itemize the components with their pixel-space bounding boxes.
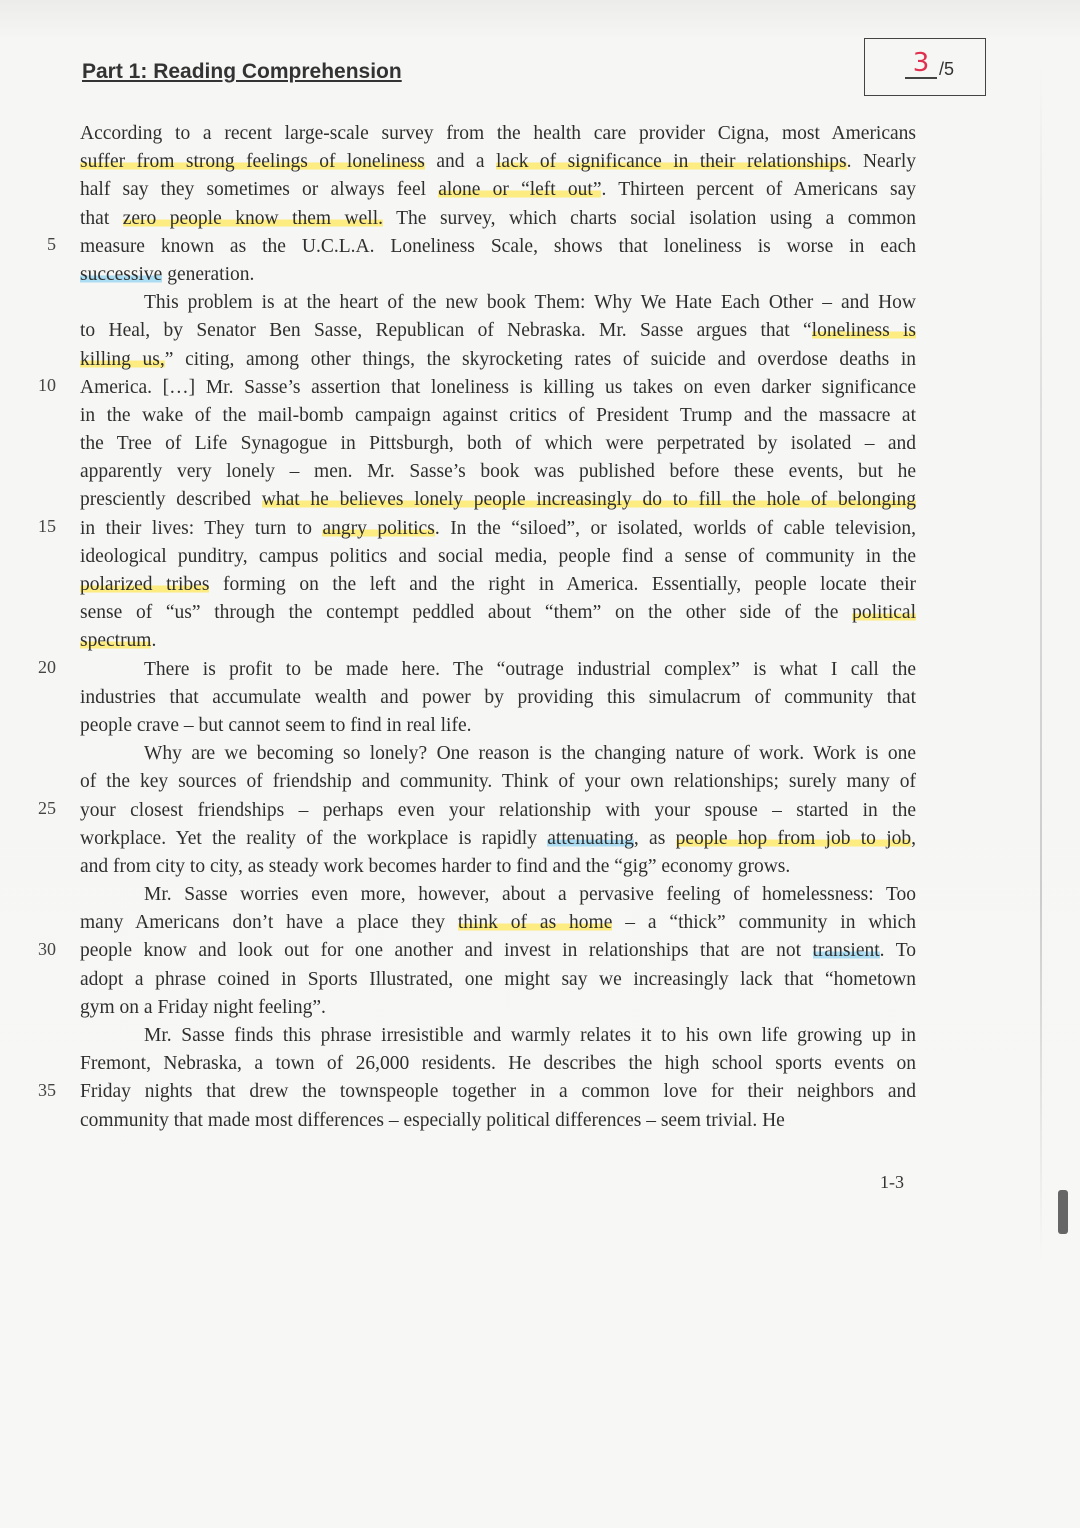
passage-text: . (151, 630, 157, 652)
highlighted-text: zero people know them well. (122, 207, 383, 229)
passage-line (80, 176, 916, 204)
passage-text: , as (633, 827, 676, 849)
vocab-highlight: transient (812, 940, 880, 962)
passage-line (80, 486, 916, 514)
passage-text: According to a recent large-scale survey from the health care provider Cigna, most Americans (80, 123, 916, 144)
passage-line (80, 1107, 916, 1135)
passage-text: presciently described (80, 489, 262, 511)
passage-line (80, 712, 916, 740)
passage-line (80, 261, 916, 289)
passage-line (80, 881, 916, 909)
passage-text: community that made most differences – especially political differences – seem trivial. He (80, 1109, 785, 1131)
passage-text: forming on the left and the right in America. Essentially, people locate their (209, 574, 916, 595)
highlighted-text: angry politics (322, 517, 435, 539)
passage-text: many Americans don’t have a place they (80, 912, 458, 934)
passage-line (80, 966, 916, 994)
page-number: 1-3 (880, 1172, 904, 1192)
passage-text: The survey, which charts social isolation using a common (383, 207, 916, 229)
passage-text: of the key sources of friendship and community. Think of your own relationships; surely many of (80, 771, 916, 793)
reading-passage (80, 120, 916, 1135)
highlighted-text: political (852, 602, 916, 624)
passage-line (80, 120, 916, 148)
passage-text: generation. (162, 263, 255, 285)
passage-line (80, 458, 916, 486)
passage-text: gym on a Friday night feeling”. (80, 996, 326, 1018)
passage-line (80, 402, 916, 430)
passage-text: and a (424, 151, 496, 173)
passage-text: half say they sometimes or always feel (80, 179, 439, 201)
passage-text: Friday nights that drew the townspeople together in a common love for their neighbors and (80, 1081, 916, 1103)
passage-text: Fremont, Nebraska, a town of 26,000 residents. He describes the high school sports events on (80, 1053, 916, 1075)
passage-line (80, 289, 916, 317)
passage-text: This problem is at the heart of the new book Them: Why We Hate Each Other – and How (144, 292, 916, 314)
passage-text: industries that accumulate wealth and power by providing this simulacrum of community that (80, 686, 916, 708)
highlighted-text: alone or “left out” (438, 179, 602, 201)
passage-text: , (911, 827, 916, 849)
passage-line (80, 430, 916, 458)
passage-line (80, 374, 916, 402)
passage-text: . Nearly (846, 151, 916, 173)
vocab-highlight: attenuating (547, 827, 634, 849)
passage-text: . To (879, 940, 916, 962)
passage-line (80, 571, 916, 599)
passage-text: There is profit to be made here. The “outrage industrial complex” is what I call the (144, 658, 916, 680)
passage-text: the Tree of Life Synagogue in Pittsburgh, both of which were perpetrated by isolated – and (80, 433, 916, 455)
highlighted-text: what he believes lonely people increasingly do to fill the hole of belonging (261, 489, 917, 511)
passage-text: in the wake of the mail-bomb campaign against critics of President Trump and the massacre at (80, 404, 916, 426)
passage-line (80, 543, 916, 571)
passage-text: . In the “siloed”, or isolated, worlds of cable television, (434, 517, 916, 539)
passage-text: ideological punditry, campus politics and social media, people find a sense of community in the (80, 545, 916, 567)
passage-line (80, 1050, 916, 1078)
line-number-5: 5 (47, 234, 56, 254)
passage-line (80, 937, 916, 965)
passage-line (80, 233, 916, 261)
line-number-35: 35 (38, 1080, 56, 1100)
line-number-25: 25 (38, 798, 56, 818)
vocab-highlight: successive (80, 263, 163, 285)
highlighted-text: killing us, (80, 348, 165, 370)
passage-line (80, 684, 916, 712)
passage-text: and from city to city, as steady work becomes harder to find and the “gig” economy grows. (80, 855, 791, 877)
scan-edge-shadow (1040, 60, 1042, 1260)
passage-text: that (80, 207, 123, 229)
passage-text: people know and look out for one another and invest in relationships that are not (80, 940, 813, 962)
highlighted-text: suffer from strong feelings of loneliness (80, 151, 425, 173)
passage-line (80, 205, 916, 233)
passage-text: – a “thick” community in which (612, 912, 916, 934)
passage-text: measure known as the U.C.L.A. Loneliness Scale, shows that loneliness is worse in each (80, 235, 916, 257)
passage-text: your closest friendships – perhaps even your relationship with your spouse – started in the (80, 799, 916, 821)
section-heading: Part 1: Reading Comprehension (82, 60, 402, 83)
passage-text: America. […] Mr. Sasse’s assertion that loneliness is killing us takes on even darker significance (80, 376, 916, 398)
passage-text: workplace. Yet the reality of the workplace is rapidly (80, 827, 548, 849)
passage-text: to Heal, by Senator Ben Sasse, Republican of Nebraska. Mr. Sasse argues that “ (80, 320, 812, 342)
passage-line (80, 627, 916, 655)
passage-line (80, 1022, 916, 1050)
passage-line (80, 853, 916, 881)
passage-text: . Thirteen percent of Americans say (601, 179, 917, 201)
passage-line (80, 797, 916, 825)
passage-line (80, 346, 916, 374)
score-total: /5 (939, 59, 955, 79)
passage-line (80, 1078, 916, 1106)
passage-text: Why are we becoming so lonely? One reason is the changing nature of work. Work is one (144, 743, 916, 765)
passage-line (80, 656, 916, 684)
line-number-15: 15 (38, 516, 56, 536)
passage-line (80, 317, 916, 345)
highlighted-text: think of as home (457, 912, 613, 934)
passage-text: apparently very lonely – men. Mr. Sasse’s book was published before these events, but he (80, 461, 916, 483)
score-box (864, 38, 986, 96)
passage-text: ” citing, among other things, the skyrocketing rates of suicide and overdose deaths in (164, 348, 917, 370)
line-number-10: 10 (38, 375, 56, 395)
line-number-30: 30 (38, 939, 56, 959)
highlighted-text: spectrum (80, 630, 152, 652)
passage-line (80, 148, 916, 176)
highlighted-text: polarized tribes (80, 574, 210, 595)
passage-line (80, 740, 916, 768)
passage-line (80, 599, 916, 627)
passage-line (80, 909, 916, 937)
passage-text: Mr. Sasse worries even more, however, about a pervasive feeling of homelessness: Too (144, 884, 916, 906)
passage-line (80, 825, 916, 853)
highlighted-text: lack of significance in their relationships (496, 151, 847, 173)
passage-text: people crave – but cannot seem to find in real life. (80, 714, 472, 736)
highlighted-text: people hop from job to job (675, 827, 912, 849)
line-number-20: 20 (38, 657, 56, 677)
score-obtained: 3 (905, 49, 937, 79)
passage-line (80, 768, 916, 796)
highlighted-text: loneliness is (811, 320, 916, 342)
binder-mark (1058, 1190, 1068, 1234)
passage-line (80, 515, 916, 543)
passage-text: sense of “us” through the contempt peddled about “them” on the other side of the (80, 602, 853, 624)
passage-line (80, 994, 916, 1022)
passage-text: in their lives: They turn to (80, 517, 323, 539)
passage-text: adopt a phrase coined in Sports Illustrated, one might say we increasingly lack that “hometown (80, 968, 916, 990)
passage-text: Mr. Sasse finds this phrase irresistible and warmly relates it to his own life growing up in (144, 1025, 916, 1046)
